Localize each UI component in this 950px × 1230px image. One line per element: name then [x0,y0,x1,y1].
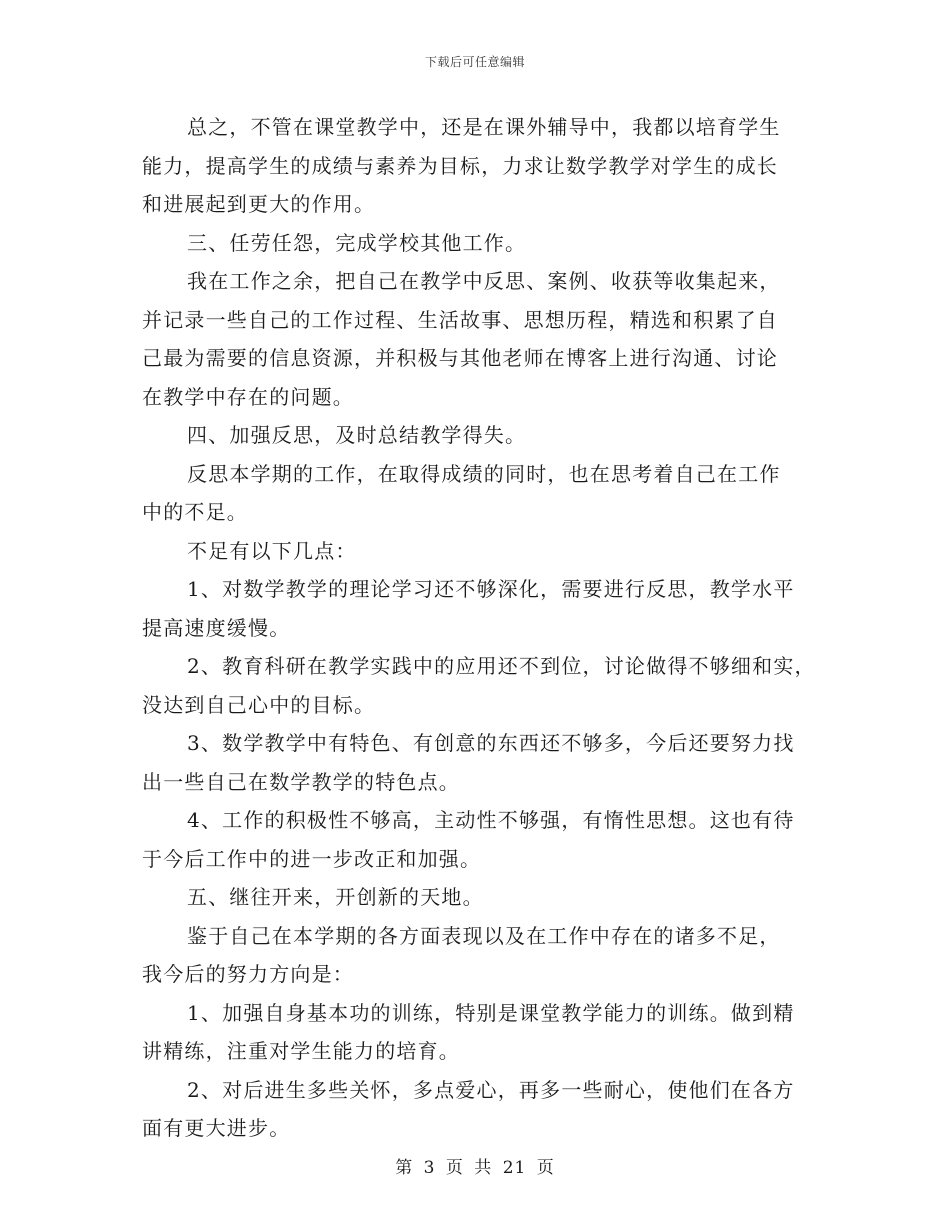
text-line: 在教学中存在的问题。 [142,384,354,409]
text-line: 于今后工作中的进一步改正和加强。 [142,846,482,871]
page-number-footer: 第 3 页 共 21 页 [395,1158,555,1178]
text-line: 没达到自己心中的目标。 [142,692,376,717]
text-line: 鉴于自己在本学期的各方面表现以及在工作中存在的诸多不足， [187,923,781,948]
text-line: 并记录一些自己的工作过程、生活故事、思想历程，精选和积累了自 [142,307,778,332]
text-line: 面有更大进步。 [142,1116,291,1140]
text-line: 总之，不管在课堂教学中，还是在课外辅导中，我都以培育学生 [187,115,781,139]
section-heading: 五、继往开来，开创新的天地。 [187,885,484,909]
list-item: 3、数学教学中有特色、有创意的东西还不够多，今后还要努力找 [187,731,795,755]
text-line: 我在工作之余，把自己在教学中反思、案例、收获等收集起来， [187,269,781,293]
list-item: 2、对后进生多些关怀，多点爱心，再多一些耐心，使他们在各方 [187,1077,795,1102]
text-line: 我今后的努力方向是： [142,962,354,986]
text-line: 讲精练，注重对学生能力的培育。 [142,1039,460,1063]
text-line: 中的不足。 [142,500,248,524]
section-heading: 三、任劳任怨，完成学校其他工作。 [187,230,527,255]
text-line: 提高速度缓慢。 [142,615,291,640]
list-item: 4、工作的积极性不够高，主动性不够强，有惰性思想。这也有待 [187,808,795,832]
list-item: 1、加强自身基本功的训练，特别是课堂教学能力的训练。做到精 [187,1000,795,1025]
list-item: 1、对数学教学的理论学习还不够深化，需要进行反思，教学水平 [187,577,795,601]
text-line: 己最为需要的信息资源，并积极与其他老师在博客上进行沟通、讨论 [142,346,778,370]
section-heading: 四、加强反思，及时总结教学得失。 [187,423,527,447]
text-line: 不足有以下几点： [187,538,357,563]
document-body [142,108,822,1148]
text-line: 和进展起到更大的作用。 [142,192,376,216]
text-line: 能力，提高学生的成绩与素养为目标，力求让数学教学对学生的成长 [142,153,778,178]
text-line: 反思本学期的工作，在取得成绩的同时，也在思考着自己在工作 [187,461,781,486]
header-note: 下载后可任意编辑 [424,55,525,69]
text-line: 出一些自己在数学教学的特色点。 [142,769,460,794]
list-item: 2、教育科研在教学实践中的应用还不到位，讨论做得不够细和实， [187,654,816,678]
